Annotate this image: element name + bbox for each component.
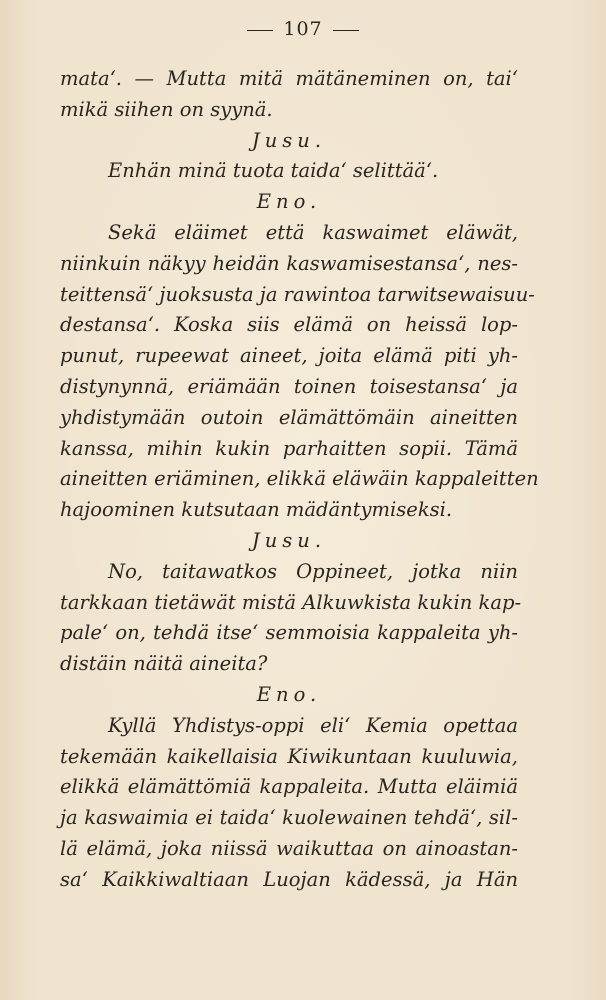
text-line: tekemään kaikellaisia Kiwikuntaan kuuluwia, (60, 744, 518, 768)
text-line: destansa‘. Koska siis elämä on heissä lop- (60, 313, 518, 337)
text-line: mikä siihen on syynä. (60, 97, 273, 121)
page-number: 107 (283, 18, 323, 40)
text-line: distynynnä, eriämään toinen toisestansa‘ ja (60, 374, 518, 398)
text-line: niinkuin näkyy heidän kaswamisestansa‘, nes- (60, 251, 518, 275)
text-line: No, taitawatkos Oppineet, jotka niin (108, 559, 518, 583)
text-line: sa‘ Kaikkiwaltiaan Luojan kädessä, ja Hän (60, 867, 518, 891)
text-line: pale‘ on, tehdä itse‘ semmoisia kappaleita yh- (60, 621, 518, 645)
text-line: Kyllä Yhdistys-oppi eli‘ Kemia opettaa (108, 713, 518, 737)
text-line: Enhän minä tuota taida‘ selittää‘. (108, 159, 439, 183)
text-line: punut, rupeewat aineet, joita elämä piti yh- (60, 344, 518, 368)
text-line: kanssa, mihin kukin parhaitten sopii. Tämä (60, 436, 518, 460)
header-dash-left (247, 30, 273, 31)
speaker-name: Eno. (256, 190, 322, 214)
page-header (0, 18, 606, 40)
speaker-name: Jusu. (251, 128, 327, 152)
text-line: teittensä‘ juoksusta ja rawintoa tarwitsewaisuu- (60, 282, 535, 306)
text-line: Sekä eläimet että kaswaimet eläwät, (108, 220, 518, 244)
text-line: hajoominen kutsutaan mädäntymiseksi. (60, 498, 453, 522)
text-line: mata‘. — Mutta mitä mätäneminen on, tai‘ (60, 67, 518, 90)
text-line: tarkkaan tietäwät mistä Alkuwkista kukin kap- (60, 590, 522, 614)
text-line: lä elämä, joka niissä waikuttaa on ainoastan- (60, 836, 518, 860)
body-text (60, 64, 539, 896)
header-dash-right (333, 30, 359, 31)
text-line: elikkä elämättömiä kappaleita. Mutta eläimiä (60, 775, 518, 799)
text-line: aineitten eriäminen, elikkä eläwäin kappaleitten (60, 467, 539, 491)
text-line: distäin näitä aineita? (60, 652, 268, 676)
speaker-name: Eno. (256, 682, 322, 706)
text-line: yhdistymään outoin elämättömäin aineitten (60, 405, 518, 429)
text-line: ja kaswaimia ei taida‘ kuolewainen tehdä‘, sil- (60, 806, 518, 830)
speaker-name: Jusu. (251, 528, 327, 552)
